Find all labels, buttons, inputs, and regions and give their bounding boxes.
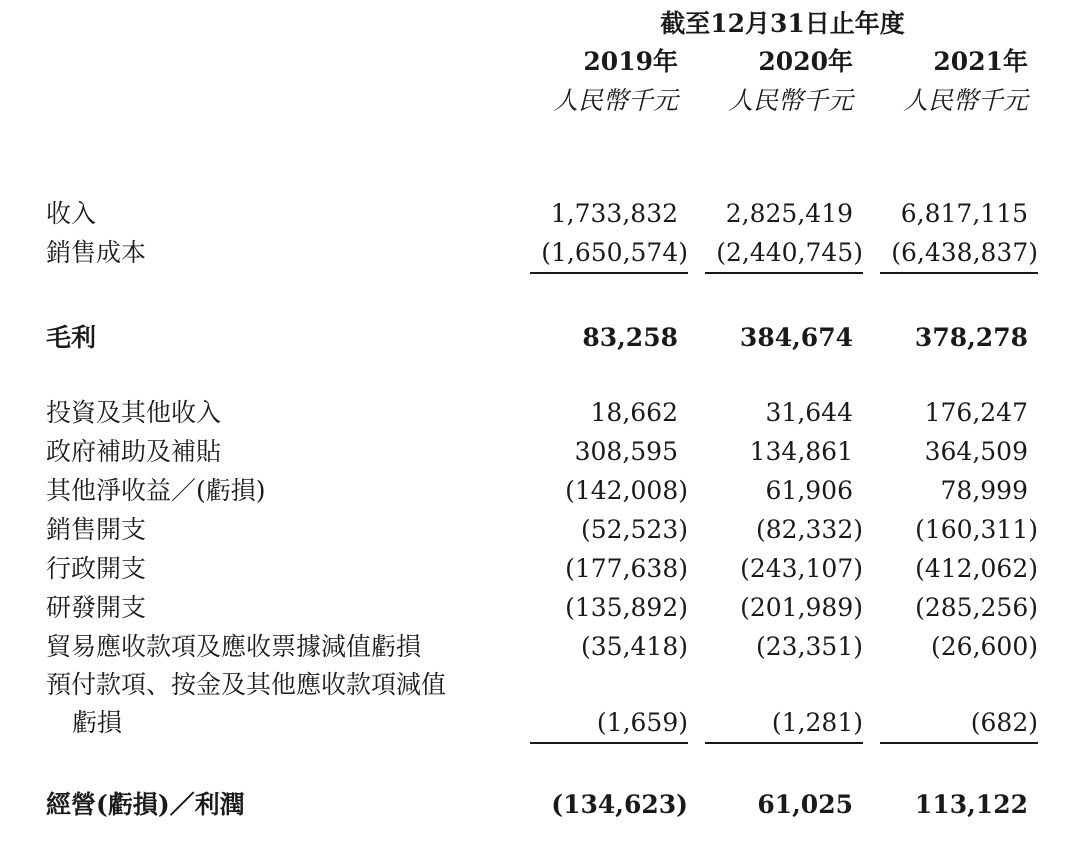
row-label-government-grants: 政府補助及補貼 <box>46 437 222 466</box>
gross-profit-2019: 83,258 <box>582 323 678 352</box>
year-2019-header: 2019年 <box>583 47 678 76</box>
revenue-2019: 1,733,832 <box>550 199 678 228</box>
row-label-other-net-gains: 其他淨收益／(虧損) <box>46 476 266 505</box>
government-grants-2019: 308,595 <box>574 437 678 466</box>
cost-of-sales-2020: (2,440,745) <box>716 238 863 267</box>
subtotal-rule <box>705 742 863 744</box>
row-label-selling-expenses: 銷售開支 <box>46 515 147 544</box>
cost-of-sales-2021: (6,438,837) <box>891 238 1038 267</box>
operating-result-2021: 113,122 <box>914 790 1028 819</box>
row-label-rd-expenses: 研發開支 <box>46 593 147 622</box>
row-label-revenue: 收入 <box>46 199 97 228</box>
subtotal-rule <box>880 272 1038 274</box>
row-label-prepayments-impairment-cont: 虧損 <box>72 708 123 737</box>
subtotal-rule <box>530 272 688 274</box>
selling-expenses-2021: (160,311) <box>915 515 1038 544</box>
investment-income-2019: 18,662 <box>590 398 678 427</box>
period-header: 截至12月31日止年度 <box>660 9 905 38</box>
row-label-prepayments-impairment: 預付款項、按金及其他應收款項減值 <box>46 670 447 699</box>
cost-of-sales-2019: (1,650,574) <box>541 238 688 267</box>
row-label-gross-profit: 毛利 <box>46 323 97 352</box>
row-label-admin-expenses: 行政開支 <box>46 554 147 583</box>
gross-profit-2021: 378,278 <box>914 323 1028 352</box>
gross-profit-2020: 384,674 <box>739 323 853 352</box>
subtotal-rule <box>530 742 688 744</box>
government-grants-2020: 134,861 <box>749 437 853 466</box>
investment-income-2021: 176,247 <box>924 398 1028 427</box>
other-net-gains-2019: (142,008) <box>565 476 688 505</box>
selling-expenses-2019: (52,523) <box>581 515 688 544</box>
prepayments-impairment-2019: (1,659) <box>596 708 688 737</box>
subtotal-rule <box>705 272 863 274</box>
unit-2019: 人民幣千元 <box>552 86 678 115</box>
selling-expenses-2020: (82,332) <box>756 515 863 544</box>
admin-expenses-2020: (243,107) <box>740 554 863 583</box>
investment-income-2020: 31,644 <box>765 398 853 427</box>
prepayments-impairment-2021: (682) <box>970 708 1038 737</box>
unit-2021: 人民幣千元 <box>902 86 1028 115</box>
operating-result-2020: 61,025 <box>757 790 853 819</box>
prepayments-impairment-2020: (1,281) <box>771 708 863 737</box>
subtotal-rule <box>880 742 1038 744</box>
revenue-2020: 2,825,419 <box>725 199 853 228</box>
operating-result-2019: (134,623) <box>551 790 688 819</box>
trade-receivables-impairment-2020: (23,351) <box>756 632 863 661</box>
unit-2020: 人民幣千元 <box>727 86 853 115</box>
admin-expenses-2021: (412,062) <box>915 554 1038 583</box>
revenue-2021: 6,817,115 <box>900 199 1028 228</box>
other-net-gains-2021: 78,999 <box>940 476 1028 505</box>
year-2021-header: 2021年 <box>933 47 1028 76</box>
admin-expenses-2019: (177,638) <box>565 554 688 583</box>
government-grants-2021: 364,509 <box>924 437 1028 466</box>
other-net-gains-2020: 61,906 <box>765 476 853 505</box>
rd-expenses-2019: (135,892) <box>565 593 688 622</box>
year-2020-header: 2020年 <box>758 47 853 76</box>
row-label-operating-result: 經營(虧損)／利潤 <box>46 790 245 819</box>
trade-receivables-impairment-2021: (26,600) <box>931 632 1038 661</box>
rd-expenses-2020: (201,989) <box>740 593 863 622</box>
trade-receivables-impairment-2019: (35,418) <box>581 632 688 661</box>
row-label-trade-receivables-impairment: 貿易應收款項及應收票據減值虧損 <box>46 632 422 661</box>
row-label-cost-of-sales: 銷售成本 <box>46 238 147 267</box>
row-label-investment-income: 投資及其他收入 <box>46 398 222 427</box>
rd-expenses-2021: (285,256) <box>915 593 1038 622</box>
